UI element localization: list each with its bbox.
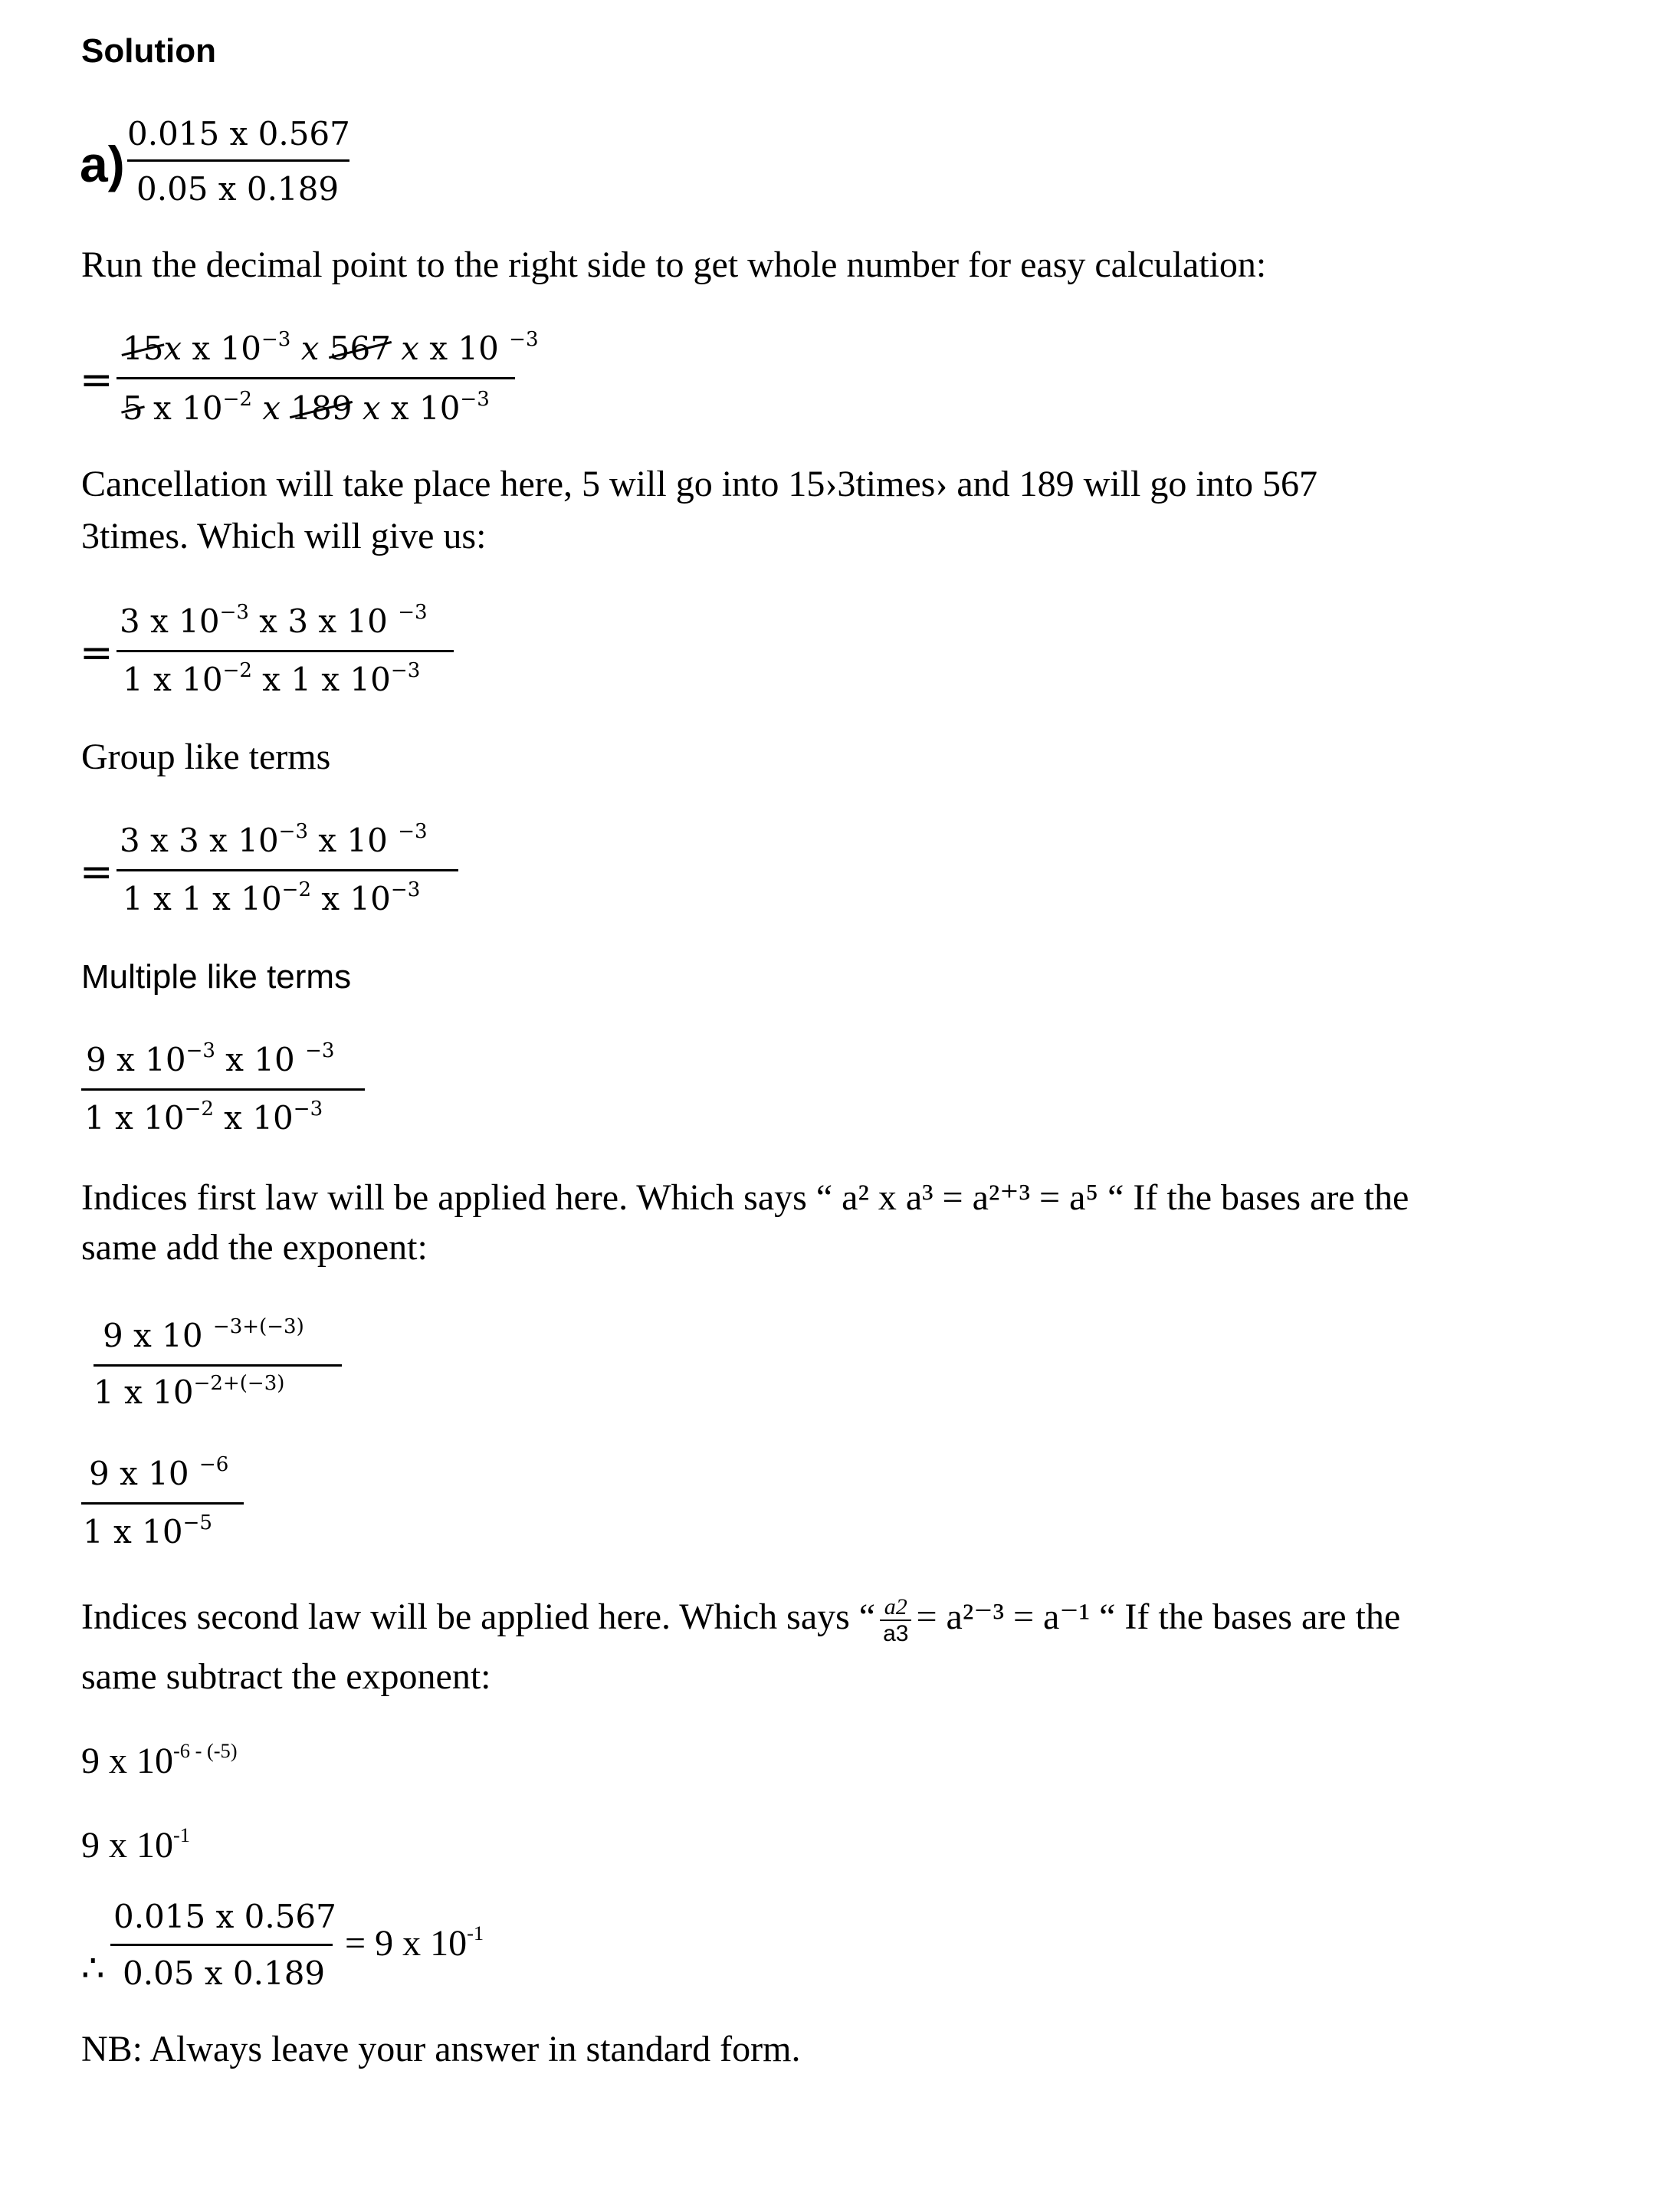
step3-denominator: 1 x 1 x $10^{-2}$ x $10^{-3}$ <box>123 878 421 917</box>
step2-numerator: 3 x $10^{-3}$ x 3 x 10 $^{-3}$ <box>120 600 428 640</box>
equals-sign: = <box>80 849 113 895</box>
step4-numerator: 9 x $10^{-3}$ x 10 $^{-3}$ <box>86 1039 335 1078</box>
inline-fraction: $\frac{a2}{a3}$ <box>880 1594 911 1646</box>
equals-sign: = <box>80 630 113 676</box>
fraction-bar <box>127 159 349 162</box>
equals-sign: = <box>80 357 113 403</box>
step2-denominator: 1 x $10^{-2}$ x 1 x $10^{-3}$ <box>123 658 421 698</box>
fraction-bar <box>81 1088 365 1091</box>
fraction-bar <box>116 869 458 871</box>
result-step-a: 9 x $10^{-6 - (-5)}$ <box>81 1739 238 1781</box>
result-step-b: 9 x $10^{-1}$ <box>81 1823 190 1866</box>
fraction-bar <box>110 1944 333 1946</box>
step1-denominator: 5 x $10^{-2}$ x 189 x x $10^{-3}$ <box>123 387 490 427</box>
multiple-like-terms-text: Multiple like terms <box>81 958 352 996</box>
problem-denominator: 0.05 x 0.189 <box>136 170 340 208</box>
step5-denominator: 1 x $10^{-2+(-3)}$ <box>94 1371 285 1411</box>
part-label: a) <box>80 136 125 192</box>
second-law-text-2: same subtract the exponent: <box>81 1656 491 1697</box>
first-law-text-1: Indices first law will be applied here. Which says “ a² x a³ = a²⁺³ = a⁵ “ If the bases are the <box>81 1177 1409 1218</box>
group-like-terms-text: Group like terms <box>81 737 331 777</box>
solution-heading: Solution <box>81 32 216 70</box>
final-answer: = 9 x $10^{-1}$ <box>345 1921 484 1964</box>
cancellation-text-1: Cancellation will take place here, 5 will go into 15›3times› and 189 will go into 567 <box>81 464 1317 504</box>
final-numerator: 0.015 x 0.567 <box>113 1898 336 1935</box>
final-denominator: 0.05 x 0.189 <box>123 1954 326 1992</box>
problem-numerator: 0.015 x 0.567 <box>127 115 350 153</box>
fraction-bar <box>116 377 515 379</box>
step4-denominator: 1 x $10^{-2}$ x $10^{-3}$ <box>84 1097 323 1137</box>
second-law-text-1: Indices second law will be applied here. Which says “ $\frac{a2}{a3}$ = a²⁻³ = a⁻¹ “ If the bases are the <box>81 1594 1401 1646</box>
fraction-bar <box>81 1502 244 1505</box>
step3-numerator: 3 x 3 x $10^{-3}$ x 10 $^{-3}$ <box>120 819 428 859</box>
step5-numerator: 9 x 10 $^{-3+(-3)}$ <box>103 1314 304 1354</box>
cancellation-text-2: 3times. Which will give us: <box>81 516 487 556</box>
step6-numerator: 9 x 10 $^{-6}$ <box>89 1452 229 1492</box>
step6-denominator: 1 x $10^{-5}$ <box>83 1511 212 1551</box>
therefore-symbol: ∴ <box>81 1948 105 1989</box>
fraction-bar <box>94 1364 342 1367</box>
fraction-bar <box>116 650 454 652</box>
step1-numerator: 15x x $10^{-3}$ x 567 x x 10 $^{-3}$ <box>123 327 539 367</box>
instruction-run-decimal: Run the decimal point to the right side to get whole number for easy calculation: <box>81 244 1267 285</box>
first-law-text-2: same add the exponent: <box>81 1227 428 1268</box>
note-text: NB: Always leave your answer in standard form. <box>81 2029 801 2069</box>
